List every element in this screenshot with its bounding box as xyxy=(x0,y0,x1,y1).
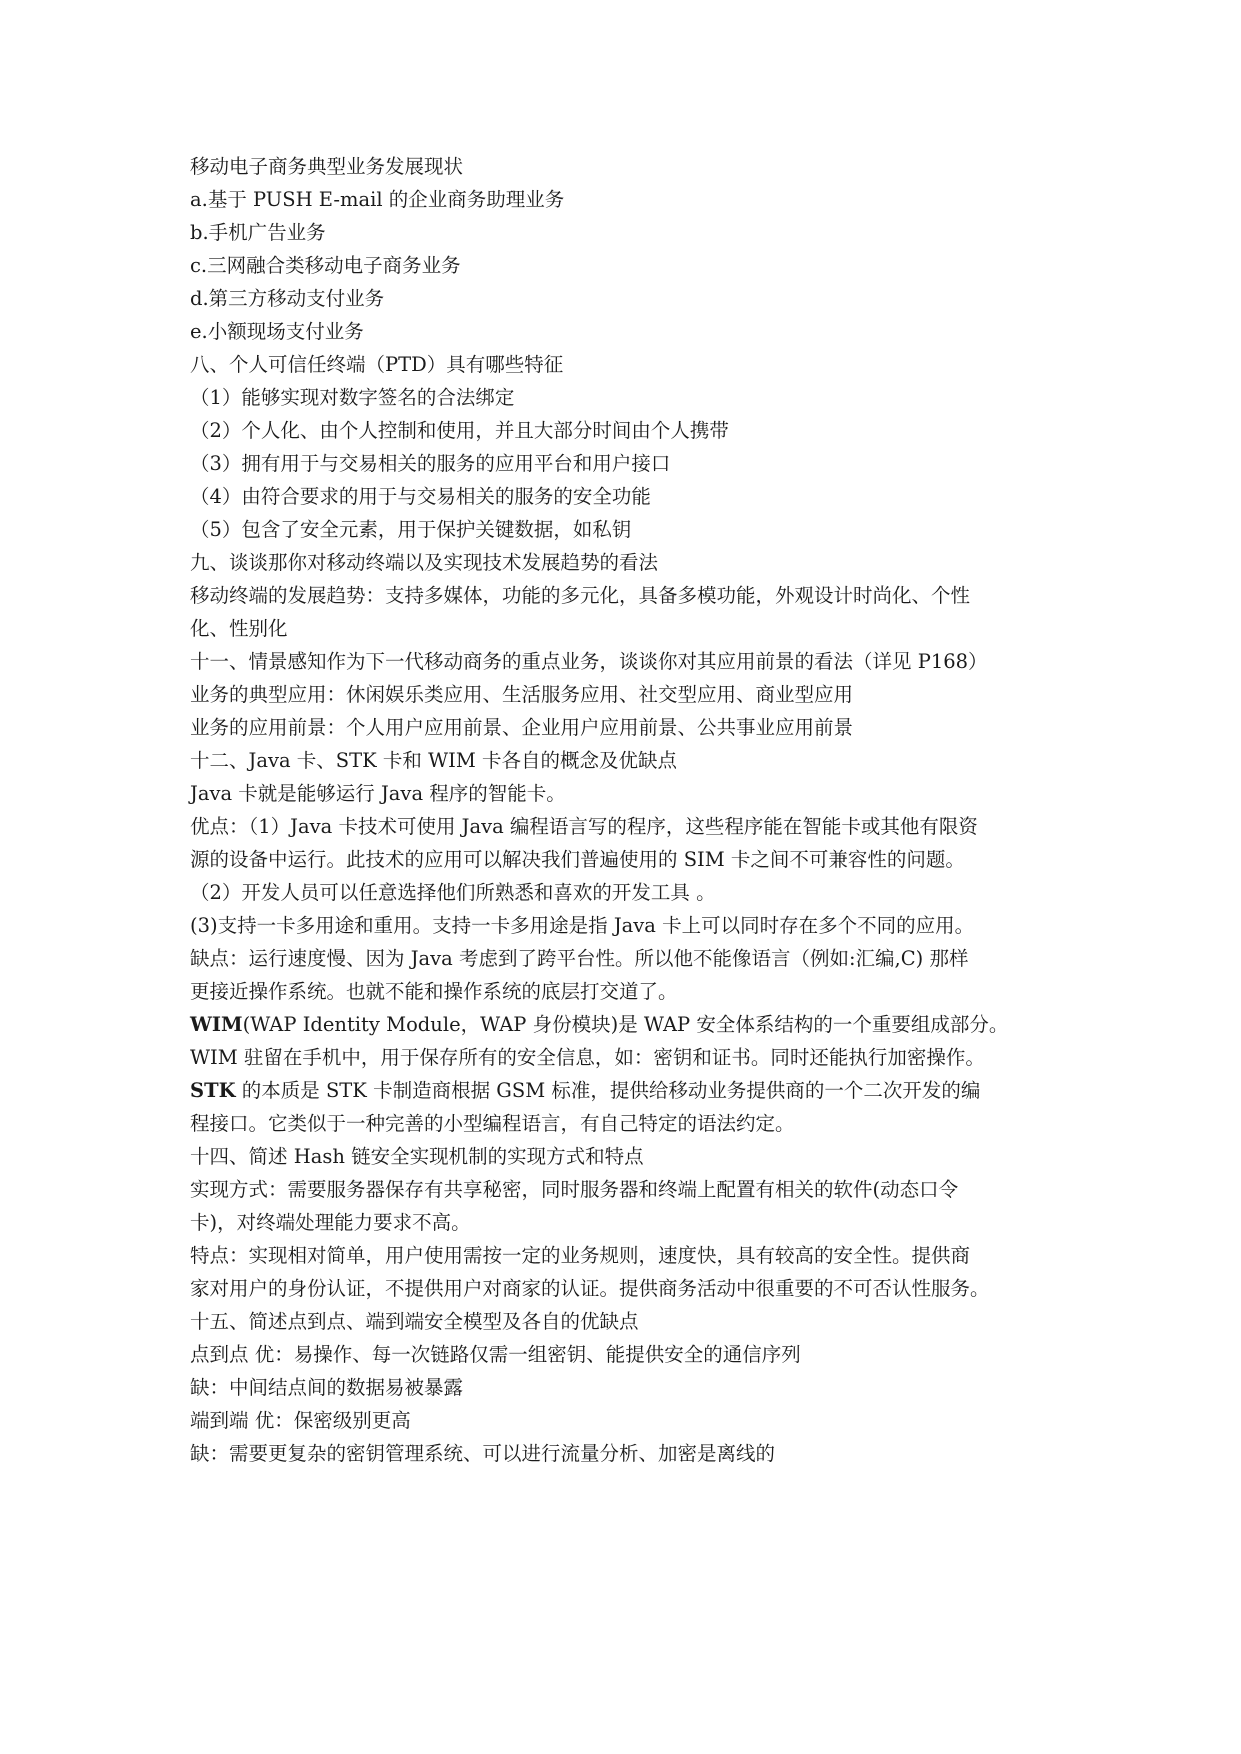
heading-section-8: 八、个人可信任终端（PTD）具有哪些特征 xyxy=(190,353,564,376)
ptd-feature-1: （1）能够实现对数字签名的合法绑定 xyxy=(190,386,515,409)
hash-features-cont: 家对用户的身份认证，不提供用户对商家的认证。提供商务活动中很重要的不可否认性服务。 xyxy=(190,1277,990,1300)
java-advantage-2: （2）开发人员可以任意选择他们所熟悉和喜欢的开发工具 。 xyxy=(190,881,716,904)
wim-definition-cont: WIM 驻留在手机中，用于保存所有的安全信息，如：密钥和证书。同时还能执行加密操作。 xyxy=(190,1046,985,1069)
stk-definition-cont: 程接口。它类似于一种完善的小型编程语言，有自己特定的语法约定。 xyxy=(190,1112,795,1135)
heading-section-12: 十二、Java 卡、STK 卡和 WIM 卡各自的概念及优缺点 xyxy=(190,749,678,772)
list-item-d: d.第三方移动支付业务 xyxy=(190,287,385,310)
list-item-a: a.基于 PUSH E-mail 的企业商务助理业务 xyxy=(190,188,565,211)
list-item-e: e.小额现场支付业务 xyxy=(190,320,364,343)
stk-definition xyxy=(190,1074,1060,1107)
heading-section-14: 十四、简述 Hash 链安全实现机制的实现方式和特点 xyxy=(190,1145,644,1168)
point-to-point-disadvantage: 缺：中间结点间的数据易被暴露 xyxy=(190,1376,464,1399)
application-prospects-text: 业务的应用前景：个人用户应用前景、企业用户应用前景、公共事业应用前景 xyxy=(190,716,854,739)
ptd-feature-3: （3）拥有用于与交易相关的服务的应用平台和用户接口 xyxy=(190,452,671,475)
hash-implementation: 实现方式：需要服务器保存有共享秘密，同时服务器和终端上配置有相关的软件(动态口令 xyxy=(190,1178,959,1201)
wim-term: WIM xyxy=(190,1013,243,1036)
java-card-definition: Java 卡就是能够运行 Java 程序的智能卡。 xyxy=(190,782,566,805)
hash-features: 特点：实现相对简单，用户使用需按一定的业务规则，速度快，具有较高的安全性。提供商 xyxy=(190,1244,971,1267)
ptd-feature-2: （2）个人化、由个人控制和使用，并且大部分时间由个人携带 xyxy=(190,419,729,442)
list-item-b: b.手机广告业务 xyxy=(190,221,326,244)
ptd-feature-4: （4）由符合要求的用于与交易相关的服务的安全功能 xyxy=(190,485,651,508)
heading-mobile-ecommerce-status: 移动电子商务典型业务发展现状 xyxy=(190,155,464,178)
wim-definition xyxy=(190,1008,1060,1041)
java-disadvantage-cont: 更接近操作系统。也就不能和操作系统的底层打交道了。 xyxy=(190,980,678,1003)
ptd-feature-5: （5）包含了安全元素，用于保护关键数据，如私钥 xyxy=(190,518,632,541)
hash-implementation-cont: 卡)，对终端处理能力要求不高。 xyxy=(190,1211,471,1234)
stk-term: STK xyxy=(190,1079,236,1102)
typical-applications-text: 业务的典型应用：休闲娱乐类应用、生活服务应用、社交型应用、商业型应用 xyxy=(190,683,854,706)
heading-section-11: 十一、情景感知作为下一代移动商务的重点业务，谈谈你对其应用前景的看法（详见 P168） xyxy=(190,650,988,673)
terminal-trend-text-cont: 化、性别化 xyxy=(190,617,288,640)
terminal-trend-text: 移动终端的发展趋势：支持多媒体，功能的多元化，具备多模功能，外观设计时尚化、个性 xyxy=(190,584,971,607)
point-to-point-advantage: 点到点 优：易操作、每一次链路仅需一组密钥、能提供安全的通信序列 xyxy=(190,1343,801,1366)
heading-section-15: 十五、简述点到点、端到端安全模型及各自的优缺点 xyxy=(190,1310,639,1333)
wim-definition-text: (WAP Identity Module，WAP 身份模块)是 WAP 安全体系结构的一个重要组成部分。 xyxy=(242,1013,1009,1036)
stk-definition-text: 的本质是 STK 卡制造商根据 GSM 标准，提供给移动业务提供商的一个二次开发的编 xyxy=(235,1079,981,1102)
heading-section-9: 九、谈谈那你对移动终端以及实现技术发展趋势的看法 xyxy=(190,551,659,574)
java-disadvantage: 缺点：运行速度慢、因为 Java 考虑到了跨平台性。所以他不能像语言（例如:汇编,C) 那样 xyxy=(190,947,969,970)
end-to-end-advantage: 端到端 优：保密级别更高 xyxy=(190,1409,411,1432)
java-advantage-3: (3)支持一卡多用途和重用。支持一卡多用途是指 Java 卡上可以同时存在多个不同的应用。 xyxy=(190,914,975,937)
java-advantage-1-cont: 源的设备中运行。此技术的应用可以解决我们普遍使用的 SIM 卡之间不可兼容性的问题。 xyxy=(190,848,965,871)
java-advantage-1: 优点：（1）Java 卡技术可使用 Java 编程语言写的程序，这些程序能在智能卡或其他有限资 xyxy=(190,815,978,838)
document-body xyxy=(190,150,1060,1470)
list-item-c: c.三网融合类移动电子商务业务 xyxy=(190,254,461,277)
end-to-end-disadvantage: 缺：需要更复杂的密钥管理系统、可以进行流量分析、加密是离线的 xyxy=(190,1442,776,1465)
